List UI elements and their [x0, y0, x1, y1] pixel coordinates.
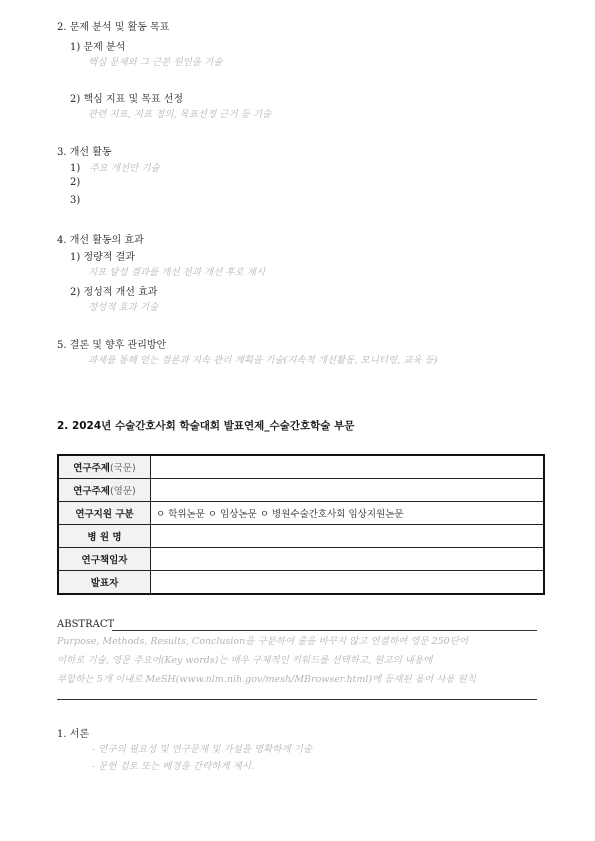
intro-bullet-1: - 연구의 필요성 및 연구문제 및 가설을 명확하게 기술 — [92, 744, 313, 755]
section-3-item-3: 3) — [70, 195, 81, 206]
section-2-item-1: 1) 문제 분석 — [70, 42, 126, 53]
hospital-label: 병 원 명 — [58, 525, 151, 548]
section-5-hint: 과제를 통해 얻는 결론과 지속 관리 계획을 기술(지속적 개선활동, 모니터링, 교육 등) — [88, 355, 438, 366]
support-type-options[interactable]: ㅇ 학위논문 ㅇ 임상논문 ㅇ 병원수술간호사회 임상지원논문 — [151, 502, 545, 525]
section-4-title: 4. 개선 활동의 효과 — [57, 235, 144, 246]
lead-researcher-field[interactable] — [151, 548, 545, 571]
section-2-item-2-hint: 관련 지표, 지표 정의, 목표선정 근거 등 기술 — [88, 109, 272, 120]
abstract-label: ABSTRACT — [57, 619, 115, 630]
section-4-item-1-hint: 지표 달성 결과를 개선 전과 개선 후로 제시 — [88, 267, 266, 278]
section-3-item-1-number: 1) — [70, 163, 81, 174]
section-4-item-1: 1) 정량적 결과 — [70, 252, 135, 263]
part-2-heading: 2. 2024년 수술간호사회 학술대회 발표연제_수술간호학술 부문 — [57, 420, 355, 432]
section-5-title: 5. 결론 및 향후 관리방안 — [57, 340, 167, 351]
section-3-title: 3. 개선 활동 — [57, 147, 112, 158]
section-4-item-2-hint: 정성적 효과 기술 — [88, 302, 159, 313]
section-2-item-1-hint: 핵심 문제와 그 근본 원인을 기술 — [88, 57, 223, 68]
form-row-presenter — [58, 571, 544, 595]
abstract-bottom-rule — [57, 699, 537, 700]
topic-korean-label: 연구주제(국문) — [58, 455, 151, 479]
form-row-topic-korean — [58, 455, 544, 479]
abstract-hint-line-3: 부합하는 5개 이내로 MeSH(www.nlm.nih.gov/mesh/MBrowser.html)에 등재된 용어 사용 원칙 — [57, 674, 476, 685]
section-2-item-2: 2) 핵심 지표 및 목표 선정 — [70, 94, 184, 105]
support-type-label: 연구지원 구분 — [58, 502, 151, 525]
form-row-hospital — [58, 525, 544, 548]
topic-korean-field[interactable] — [151, 455, 545, 479]
submission-form-table — [57, 454, 545, 595]
abstract-hint-line-1: Purpose, Methods, Results, Conclusion을 구분하여 줄을 바꾸지 않고 연결하여 영문 250단어 — [57, 636, 469, 647]
intro-title: 1. 서론 — [57, 729, 90, 740]
lead-researcher-label: 연구책임자 — [58, 548, 151, 571]
section-3-item-1-hint: 주요 개선안 기술 — [89, 163, 160, 174]
section-3-item-1 — [70, 160, 160, 174]
topic-english-field[interactable] — [151, 479, 545, 502]
form-row-support-type — [58, 502, 544, 525]
section-4-item-2: 2) 정성적 개선 효과 — [70, 287, 158, 298]
abstract-hint-line-2: 이하로 기술, 영문 주요어(Key words)는 매우 구체적인 키워드를 선택하고, 원고의 내용에 — [57, 655, 433, 666]
topic-english-label: 연구주제(영문) — [58, 479, 151, 502]
section-2-title: 2. 문제 분석 및 활동 목표 — [57, 22, 170, 33]
form-row-topic-english — [58, 479, 544, 502]
intro-bullet-2: - 문헌 검토 또는 배경을 간략하게 제시. — [92, 761, 255, 772]
section-3-item-2: 2) — [70, 177, 81, 188]
form-row-lead-researcher — [58, 548, 544, 571]
presenter-label: 발표자 — [58, 571, 151, 595]
abstract-label-underline — [112, 630, 537, 631]
presenter-field[interactable] — [151, 571, 545, 595]
hospital-field[interactable] — [151, 525, 545, 548]
